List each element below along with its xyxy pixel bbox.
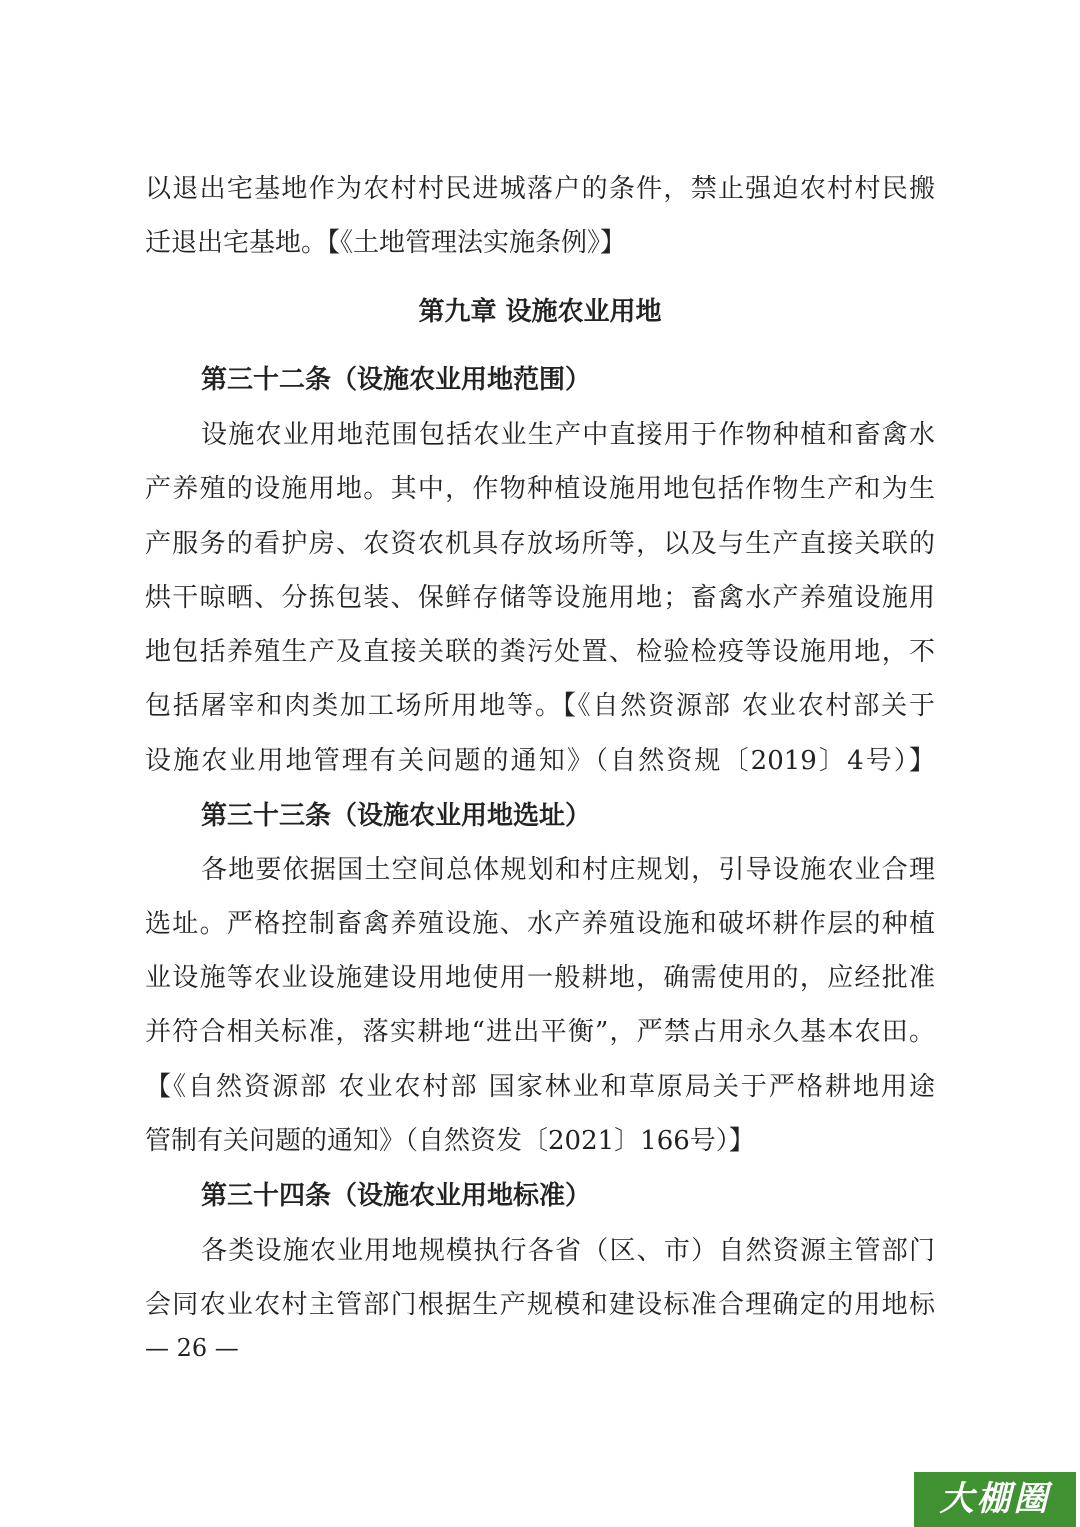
paragraph-line: 以退出宅基地作为农村村民进城落户的条件，禁止强迫农村村民搬 bbox=[145, 174, 935, 204]
paragraph-line: 包括屠宰和肉类加工场所用地等。【《自然资源部 农业农村部关于 bbox=[145, 691, 935, 721]
paragraph-line: 产养殖的设施用地。其中，作物种植设施用地包括作物生产和为生 bbox=[145, 474, 935, 504]
paragraph-line: 设施农业用地范围包括农业生产中直接用于作物种植和畜禽水 bbox=[201, 420, 935, 450]
paragraph-line: 烘干晾晒、分拣包装、保鲜存储等设施用地；畜禽水产养殖设施用 bbox=[145, 583, 935, 613]
paragraph-line: 业设施等农业设施建设用地使用一般耕地，确需使用的，应经批准 bbox=[145, 963, 935, 993]
paragraph-line: 【《自然资源部 农业农村部 国家林业和草原局关于严格耕地用途 bbox=[145, 1072, 935, 1102]
paragraph-line: 迁退出宅基地。【《土地管理法实施条例》】 bbox=[145, 228, 627, 258]
paragraph-line: 会同农业农村主管部门根据生产规模和建设标准合理确定的用地标 bbox=[145, 1290, 935, 1320]
paragraph-line: 设施农业用地管理有关问题的通知》（自然资规〔2019〕4号）】 bbox=[145, 746, 935, 776]
page-number: — 26 — bbox=[145, 1334, 239, 1362]
paragraph-line: 各类设施农业用地规模执行各省（区、市）自然资源主管部门 bbox=[201, 1236, 935, 1266]
paragraph-line: 产服务的看护房、农资农机具存放场所等，以及与生产直接关联的 bbox=[145, 529, 935, 559]
paragraph-line: 选址。严格控制畜禽养殖设施、水产养殖设施和破坏耕作层的种植 bbox=[145, 909, 935, 939]
chapter-title: 第九章 设施农业用地 bbox=[418, 297, 662, 327]
article-title-33: 第三十三条（设施农业用地选址） bbox=[201, 801, 592, 831]
paragraph-line: 各地要依据国土空间总体规划和村庄规划，引导设施农业合理 bbox=[201, 855, 935, 885]
paragraph-line: 并符合相关标准，落实耕地“进出平衡”，严禁占用永久基本农田。 bbox=[145, 1017, 935, 1047]
paragraph-line: 地包括养殖生产及直接关联的粪污处置、检验检疫等设施用地，不 bbox=[145, 637, 935, 667]
paragraph-line: 管制有关问题的通知》（自然资发〔2021〕166号）】 bbox=[145, 1126, 755, 1156]
article-title-32: 第三十二条（设施农业用地范围） bbox=[201, 365, 592, 395]
watermark-logo: 大棚圈 bbox=[914, 1472, 1076, 1527]
article-title-34: 第三十四条（设施农业用地标准） bbox=[201, 1181, 592, 1211]
